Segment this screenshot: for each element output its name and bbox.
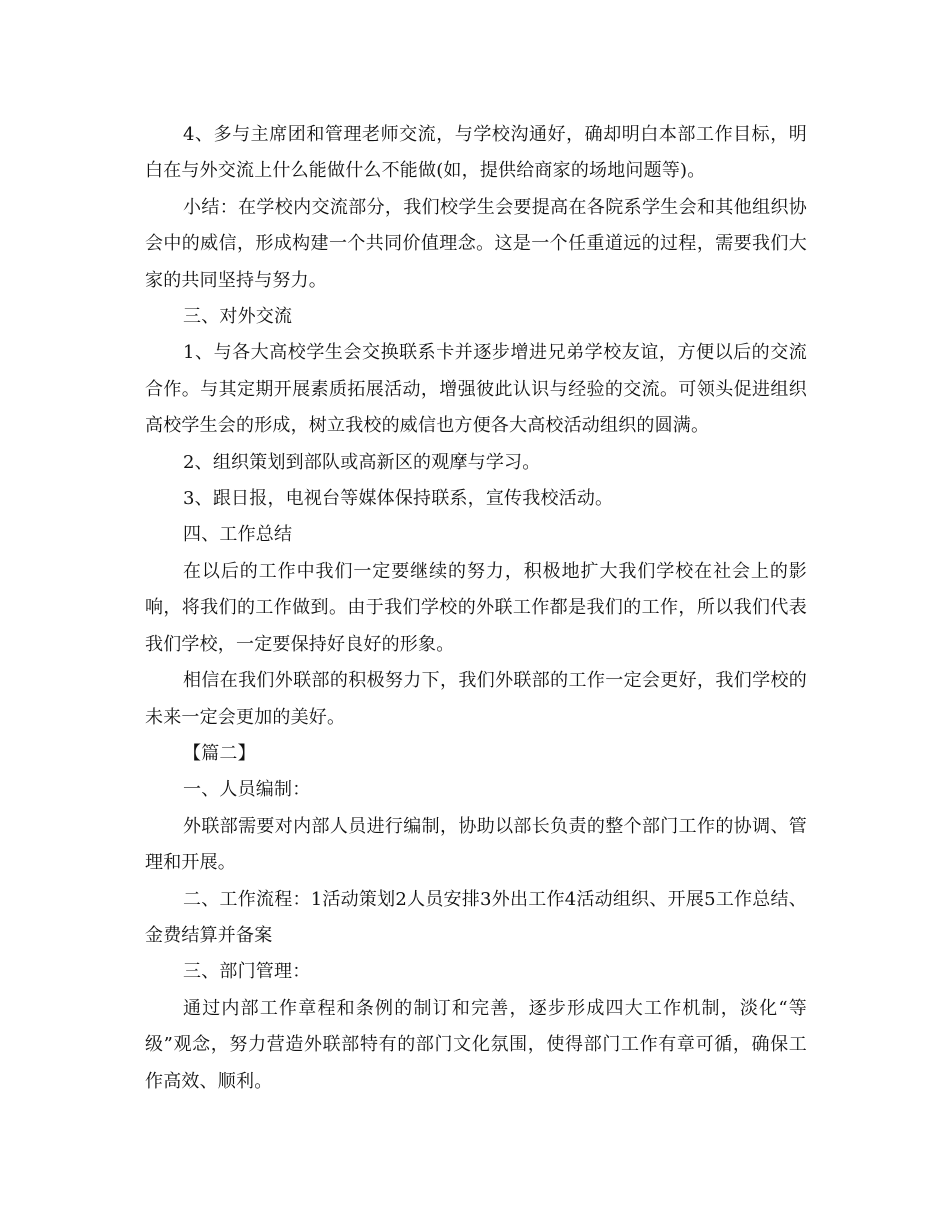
paragraph-staffing: 外联部需要对内部人员进行编制，协助以部长负责的整个部门工作的协调、管理和开展。 [145, 815, 807, 874]
paragraph-item-4-communication: 4、多与主席团和管理老师交流，与学校沟通好，确却明白本部工作目标，明白在与外交流上什么能做什么不能做(如，提供给商家的场地问题等)。 [145, 124, 807, 182]
section-heading-staffing: 一、人员编制： [183, 779, 311, 801]
paragraph-summary-internal: 小结：在学校内交流部分，我们校学生会要提高在各院系学生会和其他组织协会中的威信，形成构建一个共同价值理念。这是一个任重道远的过程，需要我们大家的共同坚持与努力。 [145, 196, 807, 291]
document-body [145, 117, 807, 1100]
paragraph-item-3-media: 3、跟日报，电视台等媒体保持联系，宣传我校活动。 [183, 488, 614, 510]
section-heading-work-summary: 四、工作总结 [183, 524, 293, 546]
paragraph-closing-belief: 相信在我们外联部的积极努力下，我们外联部的工作一定会更好，我们学校的未来一定会更加的美好。 [145, 670, 807, 728]
paragraph-workflow: 二、工作流程：1活动策划2人员安排3外出工作4活动组织、开展5工作总结、金费结算并备案 [145, 888, 807, 946]
paragraph-department-management: 通过内部工作章程和条例的制订和完善，逐步形成四大工作机制，淡化“等级”观念，努力营造外联部特有的部门文化氛围，使得部门工作有章可循，确保工作高效、顺利。 [145, 997, 807, 1092]
paragraph-future-work: 在以后的工作中我们一定要继续的努力，积极地扩大我们学校在社会上的影响，将我们的工作做到。由于我们学校的外联工作都是我们的工作，所以我们代表我们学校，一定要保持好良好的形象。 [145, 560, 807, 655]
section-heading-department-management: 三、部门管理： [183, 961, 311, 983]
part-heading-2: 【篇二】 [183, 742, 256, 764]
paragraph-item-1-universities: 1、与各大高校学生会交换联系卡并逐步增进兄弟学校友谊，方便以后的交流合作。与其定期开展素质拓展活动，增强彼此认识与经验的交流。可领头促进组织高校学生会的形成，树立我校的威信也方便各大高校活动组织的圆满。 [145, 342, 807, 437]
paragraph-item-2-visits: 2、组织策划到部队或高新区的观摩与学习。 [183, 451, 541, 473]
section-heading-external-communication: 三、对外交流 [183, 306, 293, 328]
